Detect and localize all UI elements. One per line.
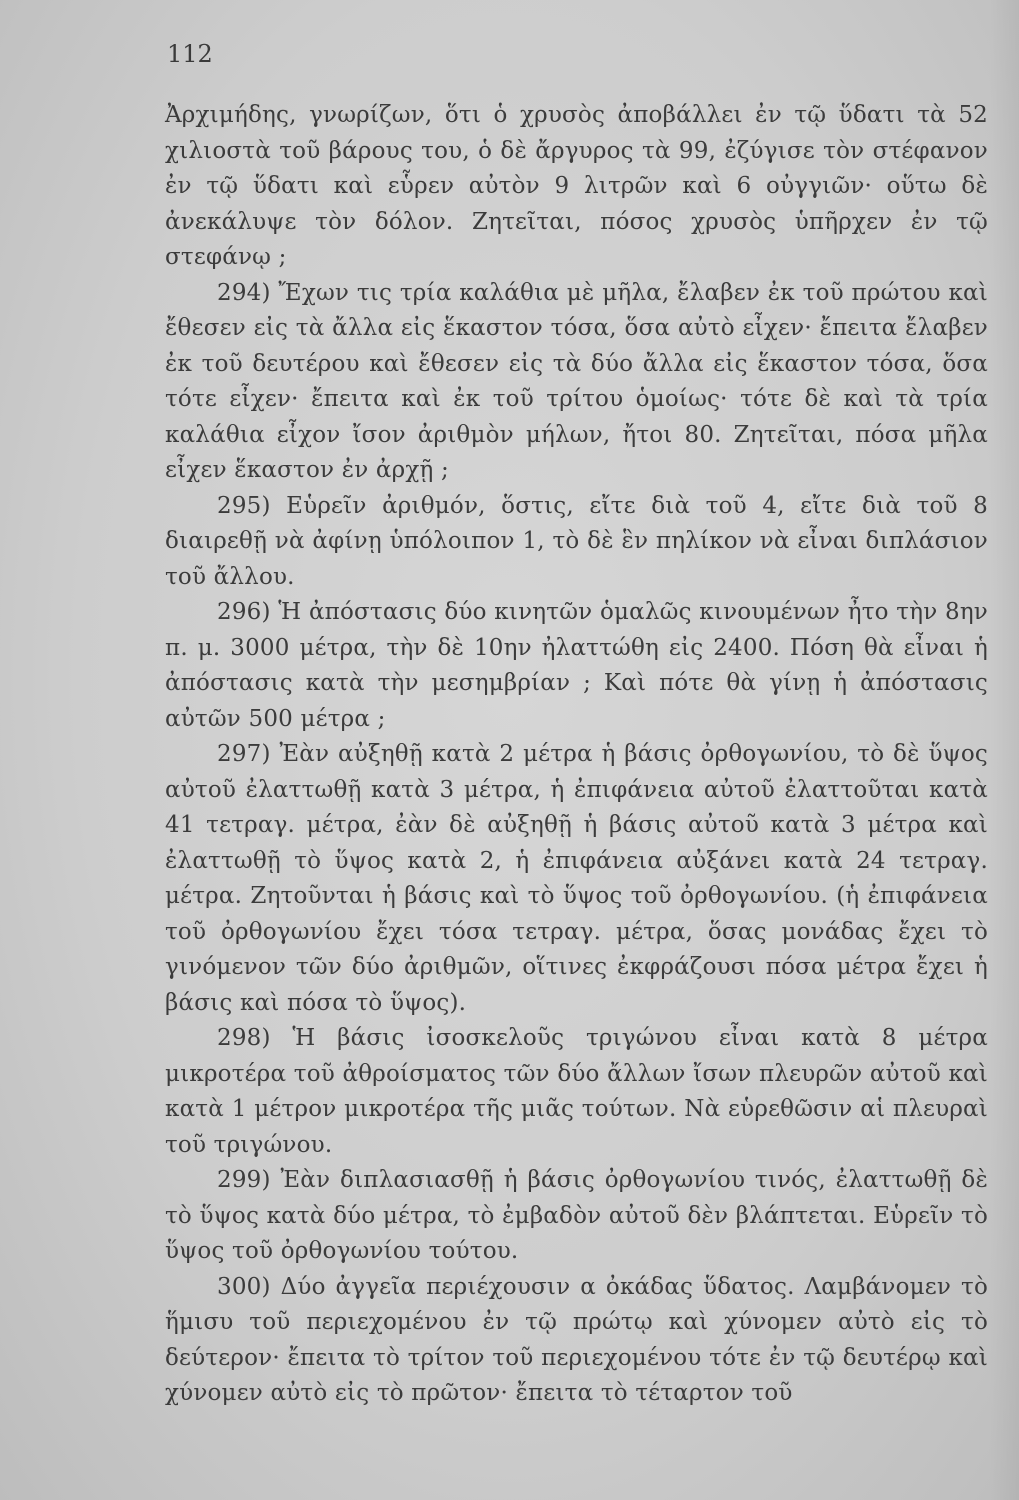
page-number: 112 xyxy=(167,40,213,68)
paragraph-297: 297) Ἐὰν αὐξηθῇ κατὰ 2 μέτρα ἡ βάσις ὀρθογωνίου, τὸ δὲ ὕψος αὐτοῦ ἐλαττωθῇ κατὰ 3 μέτρα, ἡ ἐπιφάνεια αὐτοῦ ἐλαττοῦται κατὰ 41 τετραγ. μέτρα, ἐὰν δὲ αὐξηθῇ ἡ βάσις αὐτοῦ κατὰ 3 μέτρα καὶ ἐλαττωθῇ τὸ ὕψος κατὰ 2, ἡ ἐπιφάνεια αὐξάνει κατὰ 24 τετραγ. μέτρα. Ζητοῦνται ἡ βάσις καὶ τὸ ὕψος τοῦ ὀρθογωνίου. (ἡ ἐπιφάνεια τοῦ ὀρθογωνίου ἔχει τόσα τετραγ. μέτρα, ὅσας μονάδας ἔχει τὸ γινόμενον τῶν δύο ἀριθμῶν, οἵτινες ἐκφράζουσι πόσα μέτρα ἔχει ἡ βάσις καὶ πόσα τὸ ὕψος). xyxy=(165,741,988,1016)
paragraph-298: 298) Ἡ βάσις ἰσοσκελοῦς τριγώνου εἶναι κατὰ 8 μέτρα μικροτέρα τοῦ ἀθροίσματος τῶν δύο ἄλλων ἴσων πλευρῶν αὐτοῦ καὶ κατὰ 1 μέτρον μικροτέρα τῆς μιᾶς τούτων. Νὰ εὑρεθῶσιν αἱ πλευραὶ τοῦ τριγώνου. xyxy=(165,1025,988,1158)
paragraph-295: 295) Εὑρεῖν ἀριθμόν, ὅστις, εἴτε διὰ τοῦ 4, εἴτε διὰ τοῦ 8 διαιρεθῇ νὰ ἀφίνῃ ὑπόλοιπον 1, τὸ δὲ ἓν πηλίκον νὰ εἶναι διπλάσιον τοῦ ἄλλου. xyxy=(165,492,988,590)
paragraph-299: 299) Ἐὰν διπλασιασθῇ ἡ βάσις ὀρθογωνίου τινός, ἐλαττωθῇ δὲ τὸ ὕψος κατὰ δύο μέτρα, τὸ ἐμβαδὸν αὐτοῦ δὲν βλάπτεται. Εὑρεῖν τὸ ὕψος τοῦ ὀρθογωνίου τούτου. xyxy=(165,1167,988,1264)
page-edge-shadow xyxy=(989,0,1019,1500)
paragraph-293-continuation: Ἀρχιμήδης, γνωρίζων, ὅτι ὁ χρυσὸς ἀποβάλλει ἐν τῷ ὕδατι τὰ 52 χιλιοστὰ τοῦ βάρους του, ὁ δὲ ἄργυρος τὰ 99, ἐζύγισε τὸν στέφανον ἐν τῷ ὕδατι καὶ εὗρεν αὐτὸν 9 λιτρῶν καὶ 6 οὐγγιῶν· οὕτω δὲ ἀνεκάλυψε τὸν δόλον. Ζητεῖται, πόσος χρυσὸς ὑπῆρχεν ἐν τῷ στεφάνῳ ; xyxy=(165,102,988,270)
paragraph-300: 300) Δύο ἀγγεῖα περιέχουσιν α ὀκάδας ὕδατος. Λαμβάνομεν τὸ ἥμισυ τοῦ περιεχομένου ἐν τῷ πρώτῳ καὶ χύνομεν αὐτὸ εἰς τὸ δεύτερον· ἔπειτα τὸ τρίτον τοῦ περιεχομένου τότε ἐν τῷ δευτέρῳ καὶ χύνομεν αὐτὸ εἰς τὸ πρῶτον· ἔπειτα τὸ τέταρτον τοῦ xyxy=(165,1273,988,1406)
paragraph-296: 296) Ἡ ἀπόστασις δύο κινητῶν ὁμαλῶς κινουμένων ἦτο τὴν 8ην π. μ. 3000 μέτρα, τὴν δὲ 10ην ἠλαττώθη εἰς 2400. Πόση θὰ εἶναι ἡ ἀπόστασις κατὰ τὴν μεσημβρίαν ; Καὶ πότε θὰ γίνῃ ἡ ἀπόστασις αὐτῶν 500 μέτρα ; xyxy=(165,599,988,732)
text-body xyxy=(165,98,988,1412)
paragraph-294: 294) Ἔχων τις τρία καλάθια μὲ μῆλα, ἔλαβεν ἐκ τοῦ πρώτου καὶ ἔθεσεν εἰς τὰ ἄλλα εἰς ἕκαστον τόσα, ὅσα αὐτὸ εἶχεν· ἔπειτα ἔλαβεν ἐκ τοῦ δευτέρου καὶ ἔθεσεν εἰς τὰ δύο ἄλλα εἰς ἕκαστον τόσα, ὅσα τότε εἶχεν· ἔπειτα καὶ ἐκ τοῦ τρίτου ὁμοίως· τότε δὲ καὶ τὰ τρία καλάθια εἶχον ἴσον ἀριθμὸν μήλων, ἤτοι 80. Ζητεῖται, πόσα μῆλα εἶχεν ἕκαστον ἐν ἀρχῇ ; xyxy=(165,279,988,483)
